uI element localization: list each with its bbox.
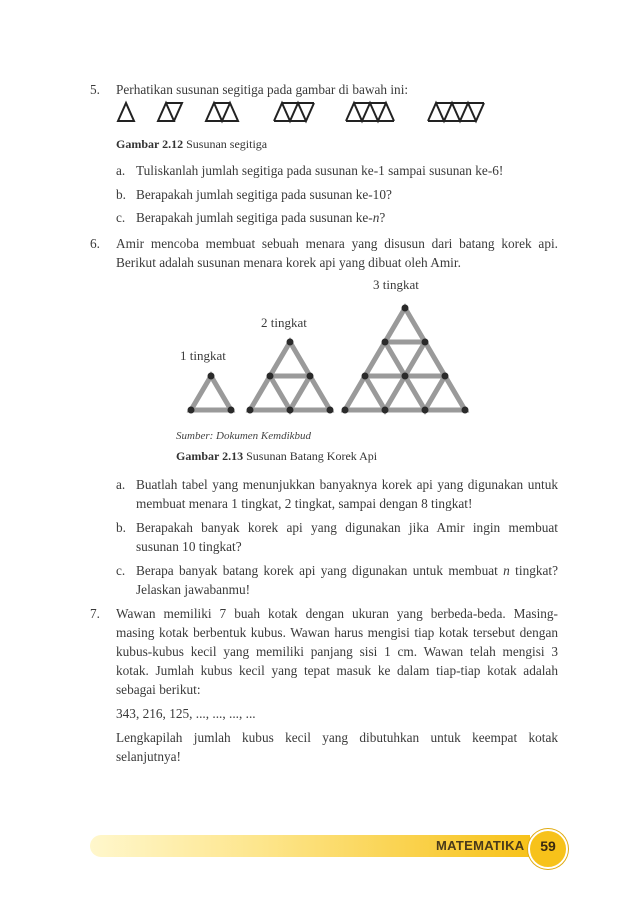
- fig-2-12-label: Gambar 2.12: [116, 137, 184, 151]
- q6c-letter: c.: [116, 563, 126, 578]
- q7-line1: Wawan memiliki 7 buah kotak dengan ukuran yang berbeda-beda. Masing-: [116, 606, 558, 621]
- fig-2-13-text: Susunan Batang Korek Api: [246, 449, 378, 463]
- tower-1: [191, 376, 231, 410]
- q5c-letter: c.: [116, 210, 126, 225]
- q7-prompt-line2: selanjutnya!: [116, 749, 181, 764]
- arrangement-5: [346, 103, 394, 121]
- q5-text: Perhatikan susunan segitiga pada gambar di bawah ini:: [116, 82, 409, 97]
- q5c-post: ?: [379, 210, 386, 225]
- tower-3: [345, 308, 465, 410]
- q6b-line2: susunan 10 tingkat?: [136, 539, 242, 554]
- fig-2-12-text: Susunan segitiga: [186, 137, 268, 151]
- triangle-arrangements-figure: [110, 100, 530, 124]
- q6c-post: tingkat?: [509, 563, 559, 578]
- arrangement-6: [428, 103, 484, 121]
- matchstick-towers-figure: [175, 290, 485, 420]
- q5c-text: [136, 208, 385, 228]
- arrangement-2: [158, 103, 182, 121]
- q7-line4: kotak. Jumlah kubus kecil yang tepat masuk ke dalam tiap-tiap kotak adalah: [116, 663, 558, 678]
- q6a-line2: membuat menara 1 tingkat, 2 tingkat, sampai dengan 8 tingkat!: [136, 496, 473, 511]
- q6a-line1: Buatlah tabel yang menunjukkan banyaknya korek api yang digunakan untuk: [136, 477, 558, 492]
- q5c-var: n: [372, 210, 380, 225]
- fig-2-12-caption: [116, 137, 267, 152]
- fig-2-13-label: Gambar 2.13: [176, 449, 244, 463]
- tower-2: [250, 342, 330, 410]
- q6-line2: Berikut adalah susunan menara korek api yang dibuat oleh Amir.: [116, 255, 461, 270]
- fig-2-13-caption: [176, 449, 377, 464]
- q5a-text: Tuliskanlah jumlah segitiga pada susunan ke-1 sampai susunan ke-6!: [136, 163, 504, 178]
- arrangement-1: [118, 103, 134, 121]
- label-1-tingkat: 1 tingkat: [180, 348, 226, 363]
- q7-sequence: 343, 216, 125, ..., ..., ..., ...: [116, 706, 256, 721]
- q5b-letter: b.: [116, 187, 126, 202]
- page-number: 59: [540, 838, 556, 854]
- q5-number: 5.: [90, 82, 100, 97]
- q6c-pre: Berapa banyak batang korek api yang digunakan untuk membuat: [136, 563, 504, 578]
- figure-source: Sumber: Dokumen Kemdikbud: [176, 430, 312, 442]
- arrangement-3: [206, 103, 238, 121]
- label-2-tingkat: 2 tingkat: [261, 315, 307, 330]
- q7-line3: kubus-kubus kecil yang memiliki panjang sisi 1 cm. Wawan telah mengisi 3: [116, 644, 558, 659]
- q5b-text: Berapakah jumlah segitiga pada susunan ke-10?: [136, 187, 392, 202]
- q6b-line1: Berapakah banyak korek api yang digunakan jika Amir ingin membuat: [136, 520, 558, 535]
- q6-number: 6.: [90, 236, 100, 251]
- q7-line2: masing kotak berbentuk kubus. Wawan harus mengisi tiap kotak tersebut dengan: [116, 625, 558, 640]
- q6c-line2: Jelaskan jawabanmu!: [136, 582, 251, 597]
- q5a-letter: a.: [116, 163, 126, 178]
- q6c-var: n: [503, 563, 510, 578]
- q7-number: 7.: [90, 606, 100, 621]
- q6c-line1: [136, 561, 558, 581]
- q6b-letter: b.: [116, 520, 126, 535]
- q7-prompt-line1: Lengkapilah jumlah kubus kecil yang dibutuhkan untuk keempat kotak: [116, 730, 558, 745]
- q6-line1: Amir mencoba membuat sebuah menara yang disusun dari batang korek api.: [116, 236, 558, 251]
- q5c-pre: Berapakah jumlah segitiga pada susunan ke-: [136, 210, 373, 225]
- q7-line5: sebagai berikut:: [116, 682, 201, 697]
- label-3-tingkat: 3 tingkat: [373, 277, 419, 292]
- arrangement-4: [274, 103, 314, 121]
- q6a-letter: a.: [116, 477, 126, 492]
- footer-title: MATEMATIKA: [436, 838, 525, 853]
